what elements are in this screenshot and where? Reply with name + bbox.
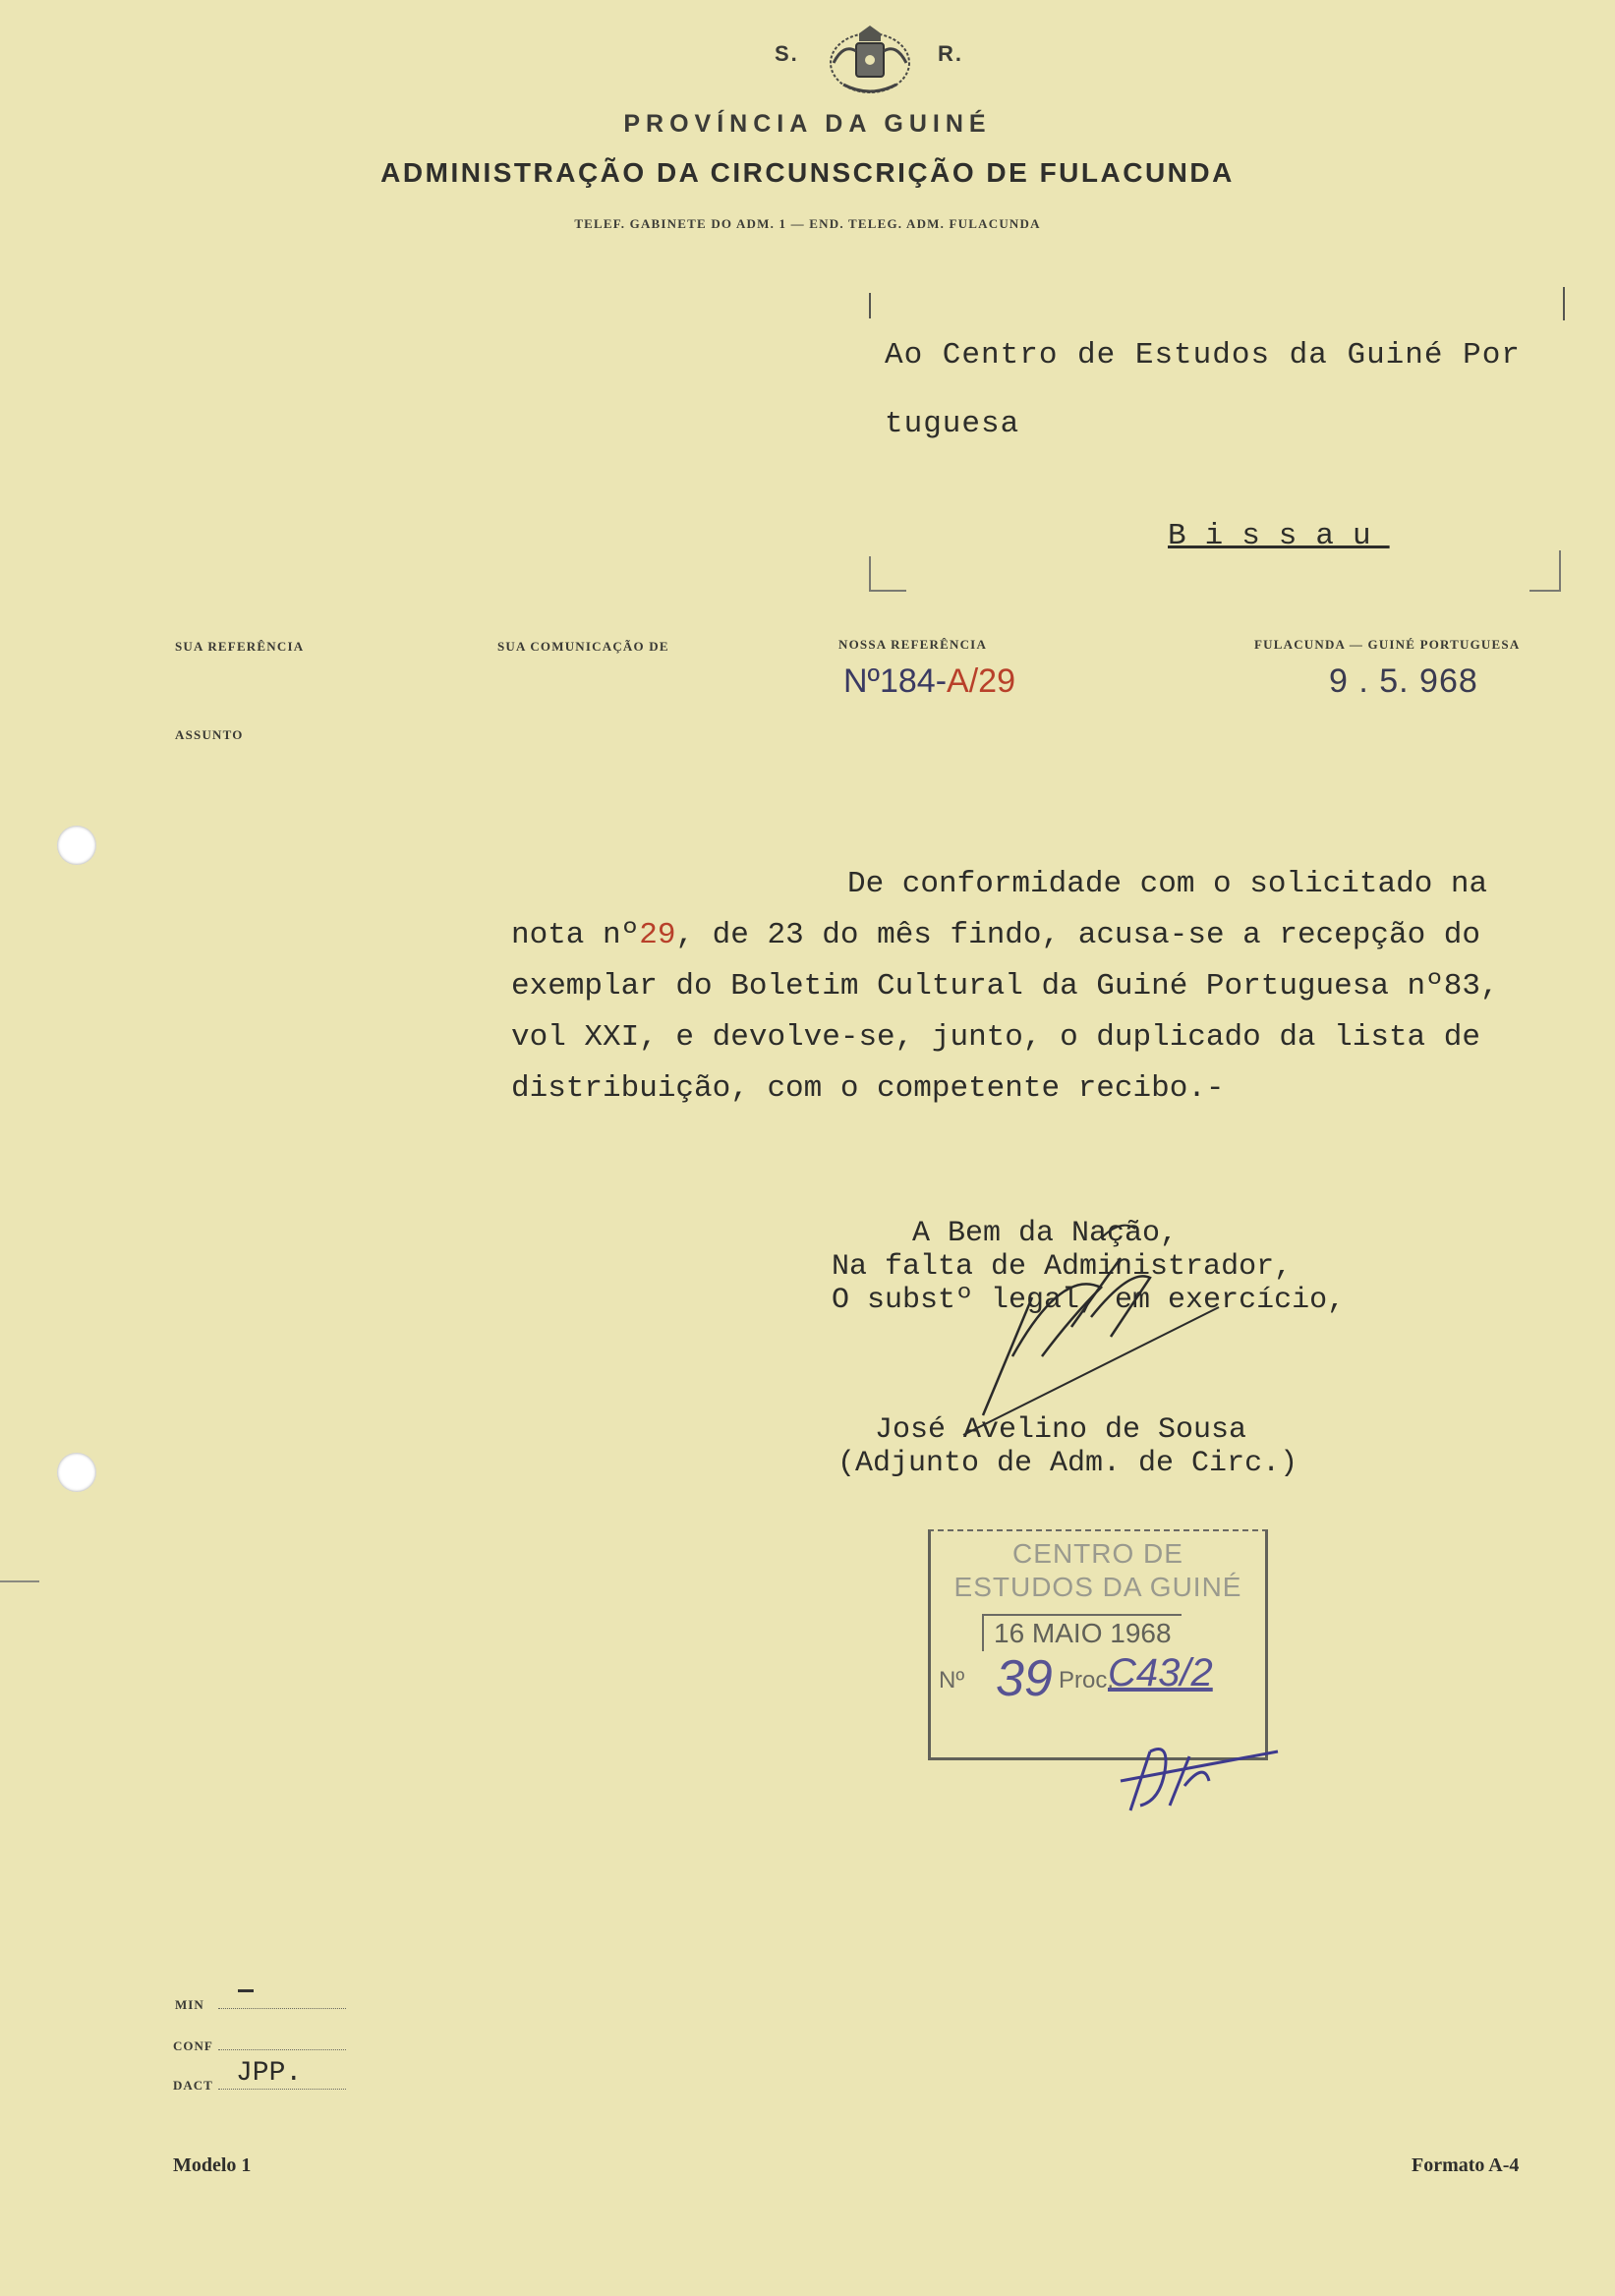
address-bracket-top-left — [869, 293, 885, 318]
body-line-2-end: , de 23 do mês findo, acusa-se a recepção do — [675, 918, 1480, 952]
address-bracket-bottom-right — [1529, 550, 1561, 592]
coat-of-arms-icon — [824, 24, 916, 98]
footer-min-value — [238, 1989, 254, 1992]
addressee-line-2: tuguesa — [885, 407, 1020, 441]
stamp-proc-label: Proc. — [1059, 1667, 1115, 1693]
closing-line-3: O substº legal, em exercício, — [832, 1284, 1346, 1317]
footer-min-label: MIN — [175, 1997, 204, 2012]
header-left-letter: S. — [775, 41, 799, 66]
address-bracket-top-right — [1549, 287, 1565, 320]
address-bracket-bottom-left — [869, 556, 906, 592]
handwritten-signature — [924, 1209, 1239, 1445]
reference-suffix: A/29 — [947, 662, 1015, 700]
stamp-heading: CENTRO DE ESTUDOS DA GUINÉ — [953, 1538, 1242, 1602]
body-line-1: De conformidade com o solicitado na — [847, 867, 1488, 901]
reference-number: Nº184- — [843, 662, 948, 700]
fold-mark — [0, 1580, 39, 1582]
addressee-city: Bissau — [1168, 519, 1390, 553]
footer-formato: Formato A-4 — [1412, 2154, 1520, 2176]
footer-modelo: Modelo 1 — [173, 2154, 252, 2176]
punch-hole-upper — [57, 826, 96, 865]
sua-comunicacao-label: SUA COMUNICAÇÃO DE — [497, 639, 669, 654]
nossa-referencia-label: NOSSA REFERÊNCIA — [838, 637, 988, 652]
closing-line-2: Na falta de Administrador, — [832, 1250, 1293, 1284]
punch-hole-lower — [57, 1453, 96, 1492]
administration-heading: ADMINISTRAÇÃO DA CIRCUNSCRIÇÃO DE FULACUNDA — [380, 157, 1235, 188]
header-right-letter: R. — [938, 41, 963, 66]
nossa-referencia-value — [843, 662, 1015, 701]
place-label: FULACUNDA — GUINÉ PORTUGUESA — [1254, 637, 1521, 652]
letter-date: 9 . 5. 968 — [1329, 662, 1478, 700]
body-line-4: vol XXI, e devolve-se, junto, o duplicado da lista de — [511, 1020, 1480, 1055]
body-line-3: exemplar do Boletim Cultural da Guiné Portuguesa nº83, — [511, 969, 1499, 1004]
body-line-2-start: nota nº — [511, 918, 640, 952]
stamp-proc-number: C43/2 — [1108, 1651, 1213, 1694]
footer-dact-value: JPP. — [236, 2058, 303, 2089]
body-line-2 — [511, 918, 1480, 952]
stamp-date: 16 MAIO 1968 — [982, 1614, 1182, 1651]
body-line-5: distribuição, com o competente recibo.- — [511, 1071, 1225, 1106]
nota-number: 29 — [639, 918, 676, 952]
assunto-label: ASSUNTO — [175, 727, 244, 742]
footer-dact-dots — [218, 2088, 346, 2090]
stamp-number: 39 — [996, 1650, 1053, 1707]
footer-conf-label: CONF — [173, 2038, 213, 2053]
telephone-line: TELEF. GABINETE DO ADM. 1 — END. TELEG. ADM. FULACUNDA — [574, 216, 1041, 231]
footer-dact-label: DACT — [173, 2078, 213, 2093]
signatory-name: José Avelino de Sousa — [875, 1413, 1247, 1447]
sua-referencia-label: SUA REFERÊNCIA — [175, 639, 305, 654]
footer-min-dots — [218, 2007, 346, 2009]
addressee-line-1: Ao Centro de Estudos da Guiné Por — [885, 338, 1521, 373]
stamp-number-label: Nº — [939, 1667, 965, 1693]
province-heading: PROVÍNCIA DA GUINÉ — [623, 110, 992, 138]
handwritten-initials — [1111, 1732, 1288, 1820]
signatory-title: (Adjunto de Adm. de Circ.) — [837, 1447, 1298, 1480]
receipt-stamp — [928, 1529, 1268, 1760]
footer-conf-dots — [218, 2048, 346, 2050]
closing-salutation: A Bem da Nação, — [912, 1217, 1179, 1250]
